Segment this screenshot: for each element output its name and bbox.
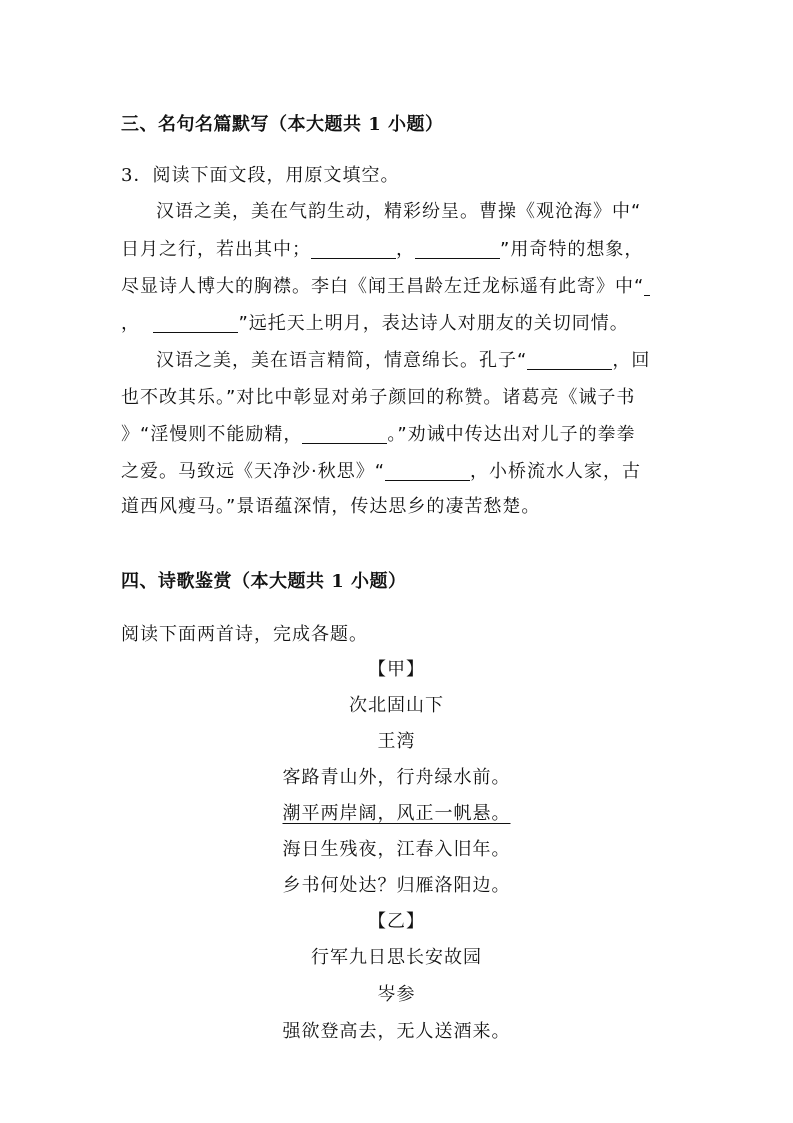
question-prompt: 阅读下面文段，用原文填空。 [152,165,400,186]
fill-blank[interactable] [385,460,470,481]
passage-line-6: 也不改其乐。”对比中彰显对弟子颜回的称赞。诸葛亮《诫子书 [121,387,636,408]
passage-text: ”远托天上明月，表达诗人对朋友的关切同情。 [238,313,629,334]
passage-text: ， [396,239,415,260]
passage-line-7 [121,420,636,446]
fill-blank[interactable] [527,349,612,370]
passage-text: 》“淫慢则不能励精， [121,424,303,445]
passage-line-4 [121,309,629,335]
poem-a-line-3: 海日生残夜，江春入旧年。 [282,839,511,860]
passage-text: 尽显诗人博大的胸襟。李白《闻王昌龄左迁龙标遥有此寄》中“ [121,276,645,297]
passage-line-1: 汉语之美，美在气韵生动，精彩纷呈。曹操《观沧海》中“ [156,201,642,222]
passage-text: 日月之行，若出其中； [121,239,311,260]
fill-blank[interactable] [311,238,396,259]
passage-text: ”用奇特的想象， [500,239,644,260]
passage-line-3 [121,272,650,298]
fill-blank[interactable] [302,423,387,444]
passage-text: 。”劝诫中传达出对儿子的拳拳 [387,424,636,445]
section-3-heading: 三、名句名篇默写（本大题共 1 小题） [121,114,444,135]
passage-text: 汉语之美，美在语言精简，情意绵长。孔子“ [156,350,528,371]
fill-blank[interactable] [644,275,650,296]
underlined-verse: 潮平两岸阔，风正一帆悬。 [282,803,511,824]
passage-line-9: 道西风瘦马。”景语蕴深情，传达思乡的凄苦愁楚。 [121,496,541,517]
fill-blank[interactable] [153,312,238,333]
poem-a-label: 【甲】 [368,659,425,680]
section-4-heading: 四、诗歌鉴赏（本大题共 1 小题） [121,571,407,592]
passage-text: 之爱。马致远《天净沙·秋思》“ [121,461,386,482]
poem-b-author: 岑参 [377,984,416,1005]
passage-line-8 [121,457,641,483]
poem-a-line-1: 客路青山外，行舟绿水前。 [282,767,511,788]
poem-b-title: 行军九日思长安故园 [311,947,482,968]
poem-a-author: 王湾 [377,731,416,752]
passage-text: ，回 [612,350,651,371]
passage-text: ， [121,313,140,334]
passage-line-5 [156,346,650,372]
poem-a-line-4: 乡书何处达？归雁洛阳边。 [282,875,511,896]
fill-blank[interactable] [415,238,500,259]
poem-b-label: 【乙】 [368,911,425,932]
question-number: 3． [121,165,153,186]
poem-a-line-2 [0,799,793,825]
poem-b-line-1: 强欲登高去，无人送酒来。 [282,1021,511,1042]
section-4-intro: 阅读下面两首诗，完成各题。 [121,624,368,645]
passage-line-2 [121,235,643,261]
question-3-line [121,161,399,187]
passage-text: ，小桥流水人家，古 [470,461,642,482]
poem-a-title: 次北固山下 [349,695,444,716]
